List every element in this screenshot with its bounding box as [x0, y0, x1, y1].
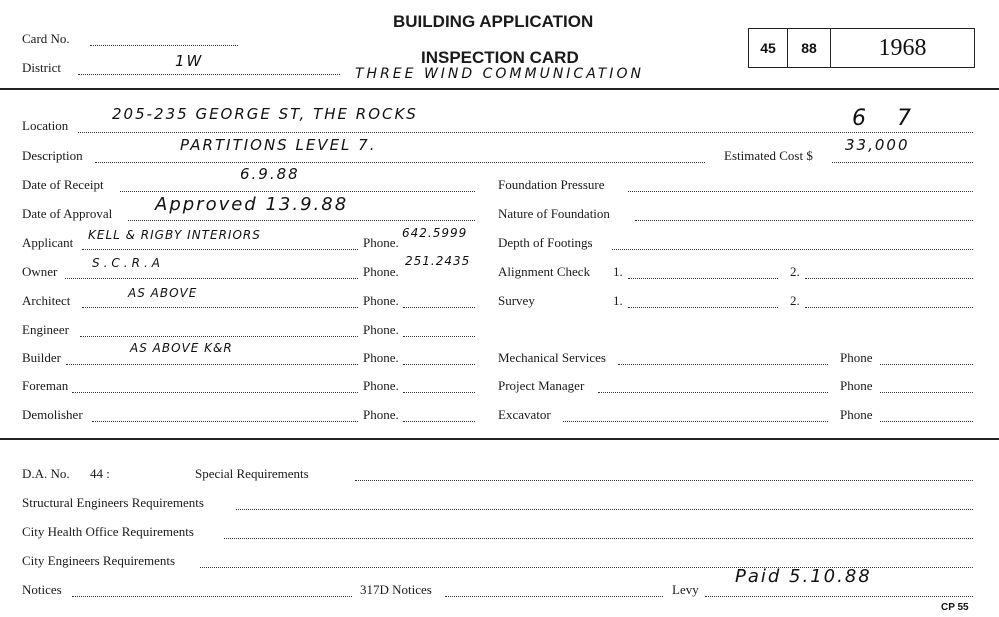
alignment-num-2: 2.: [790, 264, 800, 279]
foreman-phone-label: Phone.: [363, 378, 399, 393]
estimated-cost-label: Estimated Cost $: [724, 148, 813, 163]
mechanical-line: [618, 364, 828, 365]
project-manager-phone-line: [880, 392, 973, 393]
levy-line: [705, 596, 973, 597]
mechanical-label: Mechanical Services: [498, 350, 606, 365]
notices-317d-line: [445, 596, 663, 597]
card-no-line: [90, 45, 238, 46]
city-engineers-label: City Engineers Requirements: [22, 553, 176, 568]
excavator-phone-line: [880, 421, 973, 422]
form-code: CP 55: [941, 602, 969, 613]
alignment-num-1: 1.: [613, 264, 623, 279]
survey-num-2: 2.: [790, 293, 800, 308]
demolisher-phone-line: [403, 421, 475, 422]
date-receipt-value: 6.9.88: [240, 165, 300, 183]
survey-label: Survey: [498, 293, 535, 308]
location-value: 205-235 GEORGE ST, THE ROCKS: [112, 105, 418, 123]
description-line: [95, 162, 705, 163]
foundation-pressure-label: Foundation Pressure: [498, 177, 605, 192]
notices-label: Notices: [22, 582, 62, 597]
survey-line-1: [628, 307, 778, 308]
project-manager-label: Project Manager: [498, 378, 585, 393]
demolisher-phone-label: Phone.: [363, 407, 399, 422]
project-name: THREE WIND COMMUNICATION: [355, 66, 644, 82]
project-manager-line: [598, 392, 828, 393]
header-rule: [0, 88, 999, 90]
location-note: 6 7: [852, 106, 923, 131]
owner-value: S.C.R.A: [92, 256, 164, 270]
structural-label: Structural Engineers Requirements: [22, 495, 204, 510]
architect-phone-label: Phone.: [363, 293, 399, 308]
demolisher-label: Demolisher: [22, 407, 83, 422]
engineer-line: [80, 336, 358, 337]
form-title: BUILDING APPLICATION: [393, 12, 594, 31]
builder-label: Builder: [22, 350, 61, 365]
excavator-phone-label: Phone: [840, 407, 873, 422]
ref-box-2: 88: [787, 28, 831, 68]
nature-foundation-label: Nature of Foundation: [498, 206, 610, 221]
applicant-phone-value: 642.5999: [402, 226, 468, 240]
builder-phone-label: Phone.: [363, 350, 399, 365]
alignment-line-2: [805, 278, 973, 279]
date-approval-label: Date of Approval: [22, 206, 113, 221]
description-label: Description: [22, 148, 83, 163]
mechanical-phone-label: Phone: [840, 350, 873, 365]
levy-value: Paid 5.10.88: [735, 566, 872, 587]
da-value: 44 :: [90, 466, 110, 481]
date-receipt-line: [120, 191, 475, 192]
middle-rule: [0, 438, 999, 440]
district-value: 1W: [175, 52, 204, 70]
demolisher-line: [92, 421, 358, 422]
survey-line-2: [805, 307, 973, 308]
depth-footings-label: Depth of Footings: [498, 235, 593, 250]
architect-label: Architect: [22, 293, 71, 308]
excavator-line: [563, 421, 828, 422]
location-line: [78, 132, 973, 133]
form-subtitle: INSPECTION CARD: [421, 48, 579, 67]
structural-line: [236, 509, 973, 510]
owner-phone-value: 251.2435: [405, 254, 471, 268]
year-box: 1968: [830, 28, 975, 68]
card-no-label: Card No.: [22, 31, 70, 46]
special-requirements-label: Special Requirements: [195, 466, 309, 481]
architect-line: [82, 307, 358, 308]
engineer-phone-line: [403, 336, 475, 337]
excavator-label: Excavator: [498, 407, 551, 422]
builder-phone-line: [403, 364, 475, 365]
alignment-line-1: [628, 278, 778, 279]
applicant-value: KELL & RIGBY INTERIORS: [88, 228, 261, 242]
engineer-phone-label: Phone.: [363, 322, 399, 337]
health-label: City Health Office Requirements: [22, 524, 194, 539]
estimated-cost-line: [832, 162, 973, 163]
depth-footings-line: [612, 249, 973, 250]
applicant-phone-label: Phone.: [363, 235, 399, 250]
notices-line: [72, 596, 352, 597]
special-requirements-line: [355, 480, 973, 481]
alignment-check-label: Alignment Check: [498, 264, 591, 279]
applicant-line: [82, 249, 358, 250]
foreman-line: [72, 392, 358, 393]
district-line: [78, 74, 340, 75]
nature-foundation-line: [635, 220, 973, 221]
estimated-cost-value: 33,000: [845, 136, 910, 154]
project-manager-phone-label: Phone: [840, 378, 873, 393]
description-value: PARTITIONS LEVEL 7.: [180, 136, 377, 154]
owner-label: Owner: [22, 264, 58, 279]
district-label: District: [22, 60, 61, 75]
foreman-label: Foreman: [22, 378, 69, 393]
owner-line: [65, 278, 358, 279]
applicant-label: Applicant: [22, 235, 74, 250]
date-approval-value: Approved 13.9.88: [155, 194, 349, 215]
date-receipt-label: Date of Receipt: [22, 177, 104, 192]
builder-value: AS ABOVE K&R: [130, 341, 233, 355]
notices-317d-label: 317D Notices: [360, 582, 432, 597]
architect-phone-line: [403, 307, 475, 308]
date-approval-line: [128, 220, 475, 221]
location-label: Location: [22, 118, 69, 133]
engineer-label: Engineer: [22, 322, 69, 337]
health-line: [224, 538, 973, 539]
mechanical-phone-line: [880, 364, 973, 365]
architect-value: AS ABOVE: [128, 286, 198, 300]
owner-phone-label: Phone.: [363, 264, 399, 279]
da-label: D.A. No.: [22, 466, 70, 481]
survey-num-1: 1.: [613, 293, 623, 308]
builder-line: [66, 364, 358, 365]
foundation-pressure-line: [628, 191, 973, 192]
foreman-phone-line: [403, 392, 475, 393]
levy-label: Levy: [672, 582, 699, 597]
ref-box-1: 45: [748, 28, 788, 68]
